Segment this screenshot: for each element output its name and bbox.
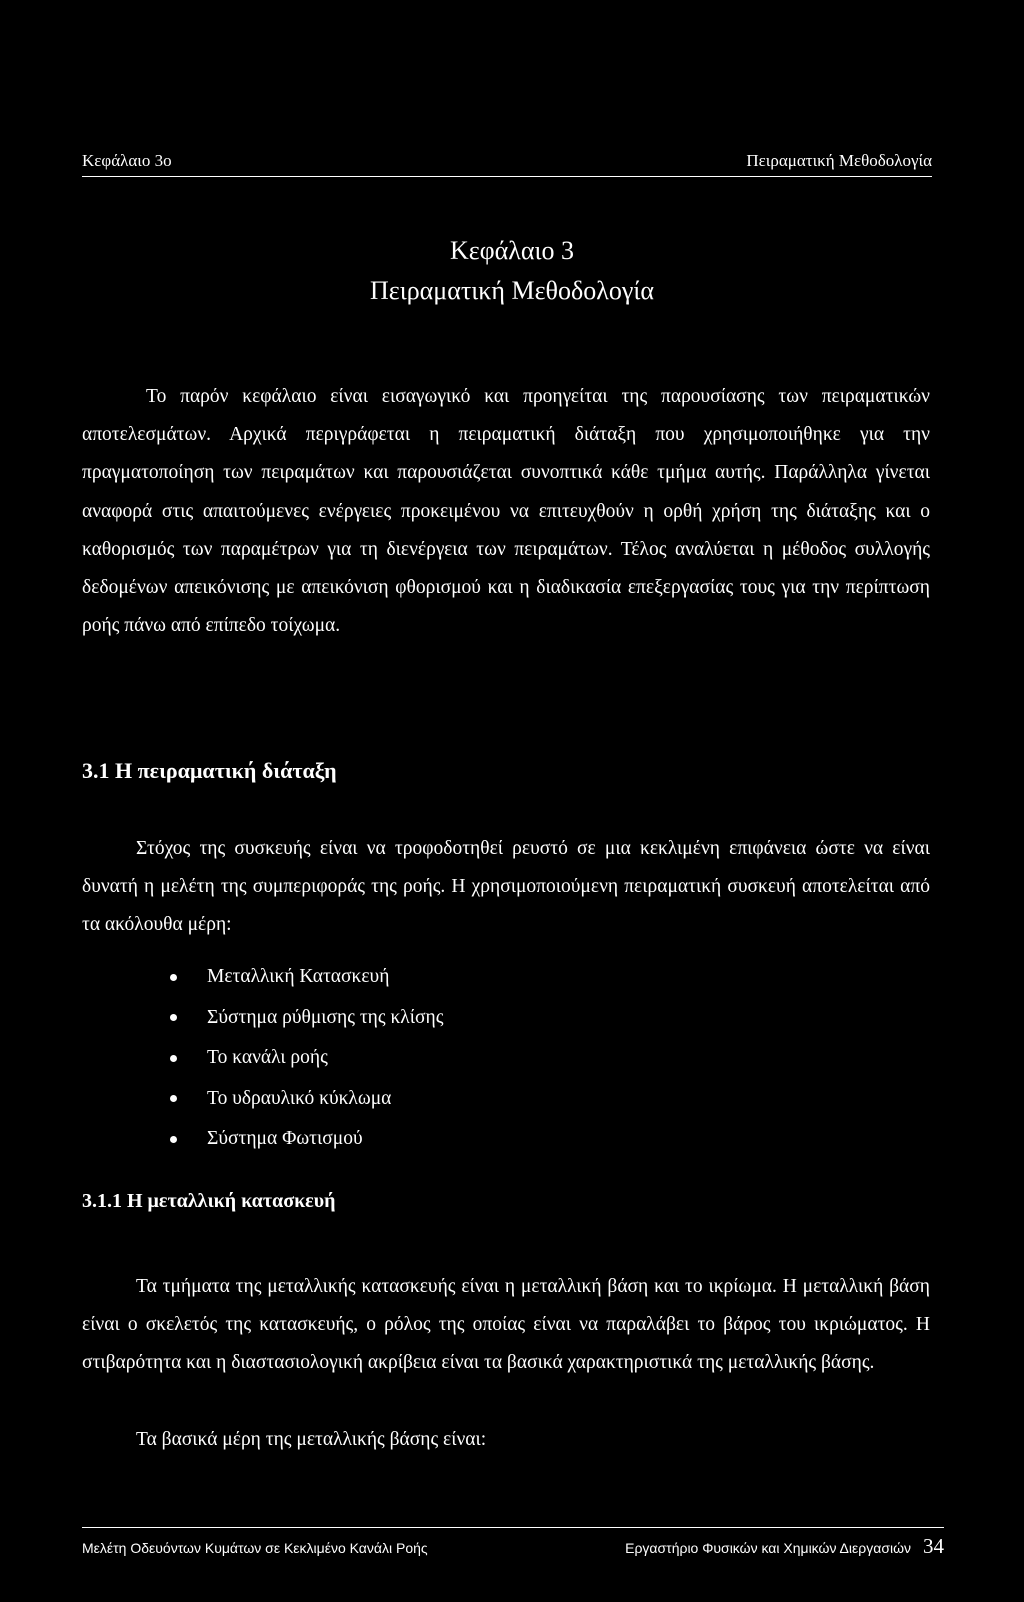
list-item: [170, 1079, 443, 1120]
chapter-number: Κεφάλαιο 3: [449, 236, 575, 265]
bullet-icon: [170, 974, 177, 981]
list-item-label: Μεταλλική Κατασκευή: [207, 966, 390, 987]
bullet-icon: [170, 1055, 177, 1062]
running-footer: [82, 1527, 944, 1559]
list-item: [170, 998, 443, 1039]
header-chapter: Κεφάλαιο 3ο: [82, 151, 172, 170]
footer-thesis-title: Μελέτη Οδευόντων Κυμάτων σε Κεκλιμένο Κανάλι Ροής: [82, 1540, 428, 1556]
list-item: [170, 1119, 443, 1160]
header-section-title: Πειραματική Μεθοδολογία: [746, 151, 932, 170]
list-item-label: Το κανάλι ροής: [207, 1047, 328, 1068]
chapter-title: Πειραματική Μεθοδολογία: [370, 276, 654, 305]
bullet-icon: [170, 1136, 177, 1143]
bullet-icon: [170, 1095, 177, 1102]
list-item-label: Σύστημα Φωτισμού: [207, 1128, 363, 1149]
list-item-label: Το υδραυλικό κύκλωμα: [207, 1087, 392, 1109]
section-3-1-1-paragraph: Τα τμήματα της μεταλλικής κατασκευής είναι η μεταλλική βάση και το ικρίωμα. Η μεταλλική βάση είναι ο σκελετός της κατασκευής, ο ρόλος της οποίας είναι να παραλάβει το βάρος του ικριώματος. Η στιβαρότητα και η διαστασιολογική ακρίβεια είναι τα βασικά χαρακτηριστικά της μεταλλικής βάσης.: [82, 1276, 930, 1374]
equipment-parts-list: [170, 957, 443, 1160]
section-3-1-paragraph: Στόχος της συσκευής είναι να τροφοδοτηθεί ρευστό σε μια κεκλιμένη επιφάνεια ώστε να είναι δυνατή η μελέτη της συμπεριφοράς της ροής. Η χρησιμοποιούμενη πειραματική συσκευή αποτελείται από τα ακόλουθα μέρη:: [82, 838, 930, 936]
running-header: [82, 150, 932, 177]
section-heading-3-1-1: 3.1.1 Η μεταλλική κατασκευή: [82, 1190, 336, 1212]
section-heading-3-1: 3.1 Η πειραματική διάταξη: [82, 758, 337, 783]
list-item-label: Σύστημα ρύθμισης της κλίσης: [207, 1006, 444, 1028]
footer-right: [625, 1534, 944, 1559]
bullet-icon: [170, 1014, 177, 1021]
list-item: [170, 957, 443, 998]
list-item: [170, 1038, 443, 1079]
section-3-1-1-paragraph-2: Τα βασικά μέρη της μεταλλικής βάσης είναι:: [136, 1429, 487, 1450]
footer-lab-name: Εργαστήριο Φυσικών και Χημικών Διεργασιών: [625, 1540, 911, 1556]
page-number: 34: [923, 1534, 944, 1558]
intro-paragraph: Το παρόν κεφάλαιο είναι εισαγωγικό και προηγείται της παρουσίασης των πειραματικών αποτελεσμάτων. Αρχικά περιγράφεται η πειραματική διάταξη που χρησιμοποιήθηκε για την πραγματοποίηση των πειραμάτων και παρουσιάζεται συνοπτικά κάθε τμήμα αυτής. Παράλληλα γίνεται αναφορά στις απαιτούμενες ενέργειες προκειμένου να επιτευχθούν η ορθή χρήση της διάταξης και ο καθορισμός των παραμέτρων για τη διενέργεια των πειραμάτων. Τέλος αναλύεται η μέθοδος συλλογής δεδομένων απεικόνισης με απεικόνιση φθορισμού και η διαδικασία επεξεργασίας τους για την περίπτωση ροής πάνω από επίπεδο τοίχωμα.: [82, 386, 930, 637]
